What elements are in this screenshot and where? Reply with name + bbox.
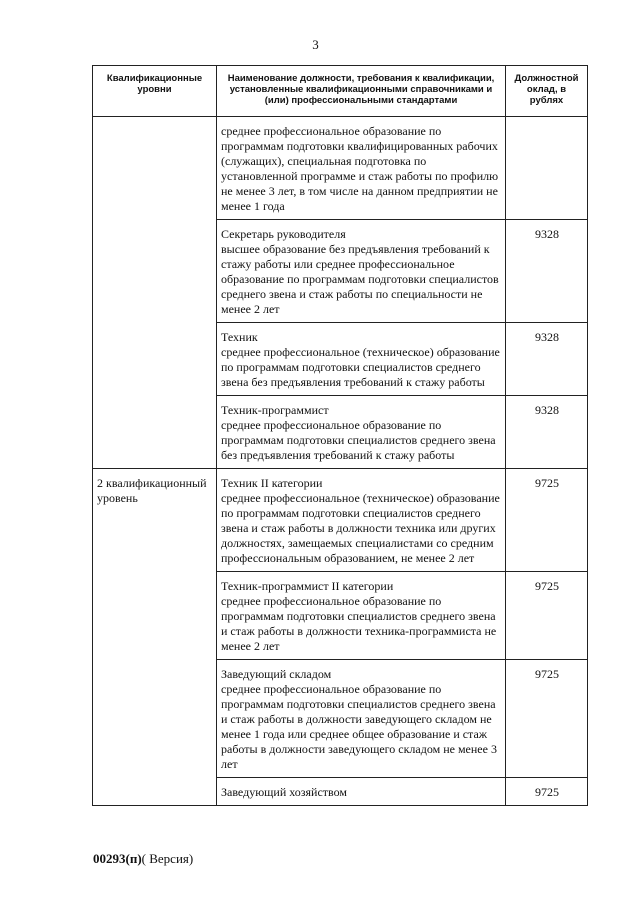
position-cell [217,469,506,572]
table-header-row [93,66,588,117]
header-salary: Должностной оклад, в рублях [506,66,588,117]
table-row [93,469,588,572]
page-number: 3 [312,37,319,52]
position-requirements: высшее образование без предъявления требований к стажу работы или среднее профессиональное образование по программам подготовки специалистов среднего звена и стаж работы по специальности не менее 2 лет [221,242,499,316]
document-version: ( Версия) [141,851,194,866]
position-requirements: среднее профессиональное образование по программам подготовки специалистов среднего звена и стаж работы в должности техника-программиста не менее 2 лет [221,594,497,653]
position-title: Техник II категории [221,476,323,490]
position-requirements: среднее профессиональное (техническое) образование по программам подготовки специалистов среднего звена и стаж работы в должности техника или других должностях, замещаемых специалистами со средним профессиональным образованием, не менее 2 лет [221,491,500,565]
position-title: Заведующий хозяйством [221,785,347,799]
salary-cell: 9725 [506,469,588,572]
position-cell [217,660,506,778]
document-code: 00293(п) [93,851,142,866]
salary-cell: 9725 [506,660,588,778]
position-title: Техник-программист II категории [221,579,394,593]
level-cell [93,117,217,469]
position-cell [217,323,506,396]
salary-cell: 9328 [506,220,588,323]
salary-cell: 9328 [506,323,588,396]
document-footer [93,851,193,867]
position-requirements: среднее профессиональное образование по программам подготовки специалистов среднего звена и стаж работы в должности заведующего складом не менее 1 года или среднее общее образование и стаж работы в должности заведующего складом не менее 3 лет [221,682,497,771]
position-cell [217,396,506,469]
position-title: Заведующий складом [221,667,332,681]
qualification-table [92,65,588,806]
header-position: Наименование должности, требования к квалификации, установленные квалификационными справочниками и (или) профессиональными стандартами [217,66,506,117]
position-cell [217,220,506,323]
salary-cell: 9725 [506,778,588,806]
position-title: Секретарь руководителя [221,227,346,241]
level-cell: 2 квалификационный уровень [93,469,217,806]
table-row [93,117,588,220]
position-cell [217,117,506,220]
position-requirements: среднее профессиональное (техническое) образование по программам подготовки специалистов среднего звена без предъявления требований к стажу работы [221,345,500,389]
salary-cell: 9328 [506,396,588,469]
position-cell [217,572,506,660]
position-cell [217,778,506,806]
position-title: Техник [221,330,258,344]
salary-cell [506,117,588,220]
position-requirements: среднее профессиональное образование по программам подготовки квалифицированных рабочих (служащих), специальная подготовка по установленной программе и стаж работы по профилю не менее 3 лет, в том числе на данном предприятии не менее 1 года [221,124,499,213]
position-title: Техник-программист [221,403,329,417]
header-level: Квалификационные уровни [93,66,217,117]
position-requirements: среднее профессиональное образование по программам подготовки специалистов среднего звена без предъявления требований к стажу работы [221,418,496,462]
salary-cell: 9725 [506,572,588,660]
